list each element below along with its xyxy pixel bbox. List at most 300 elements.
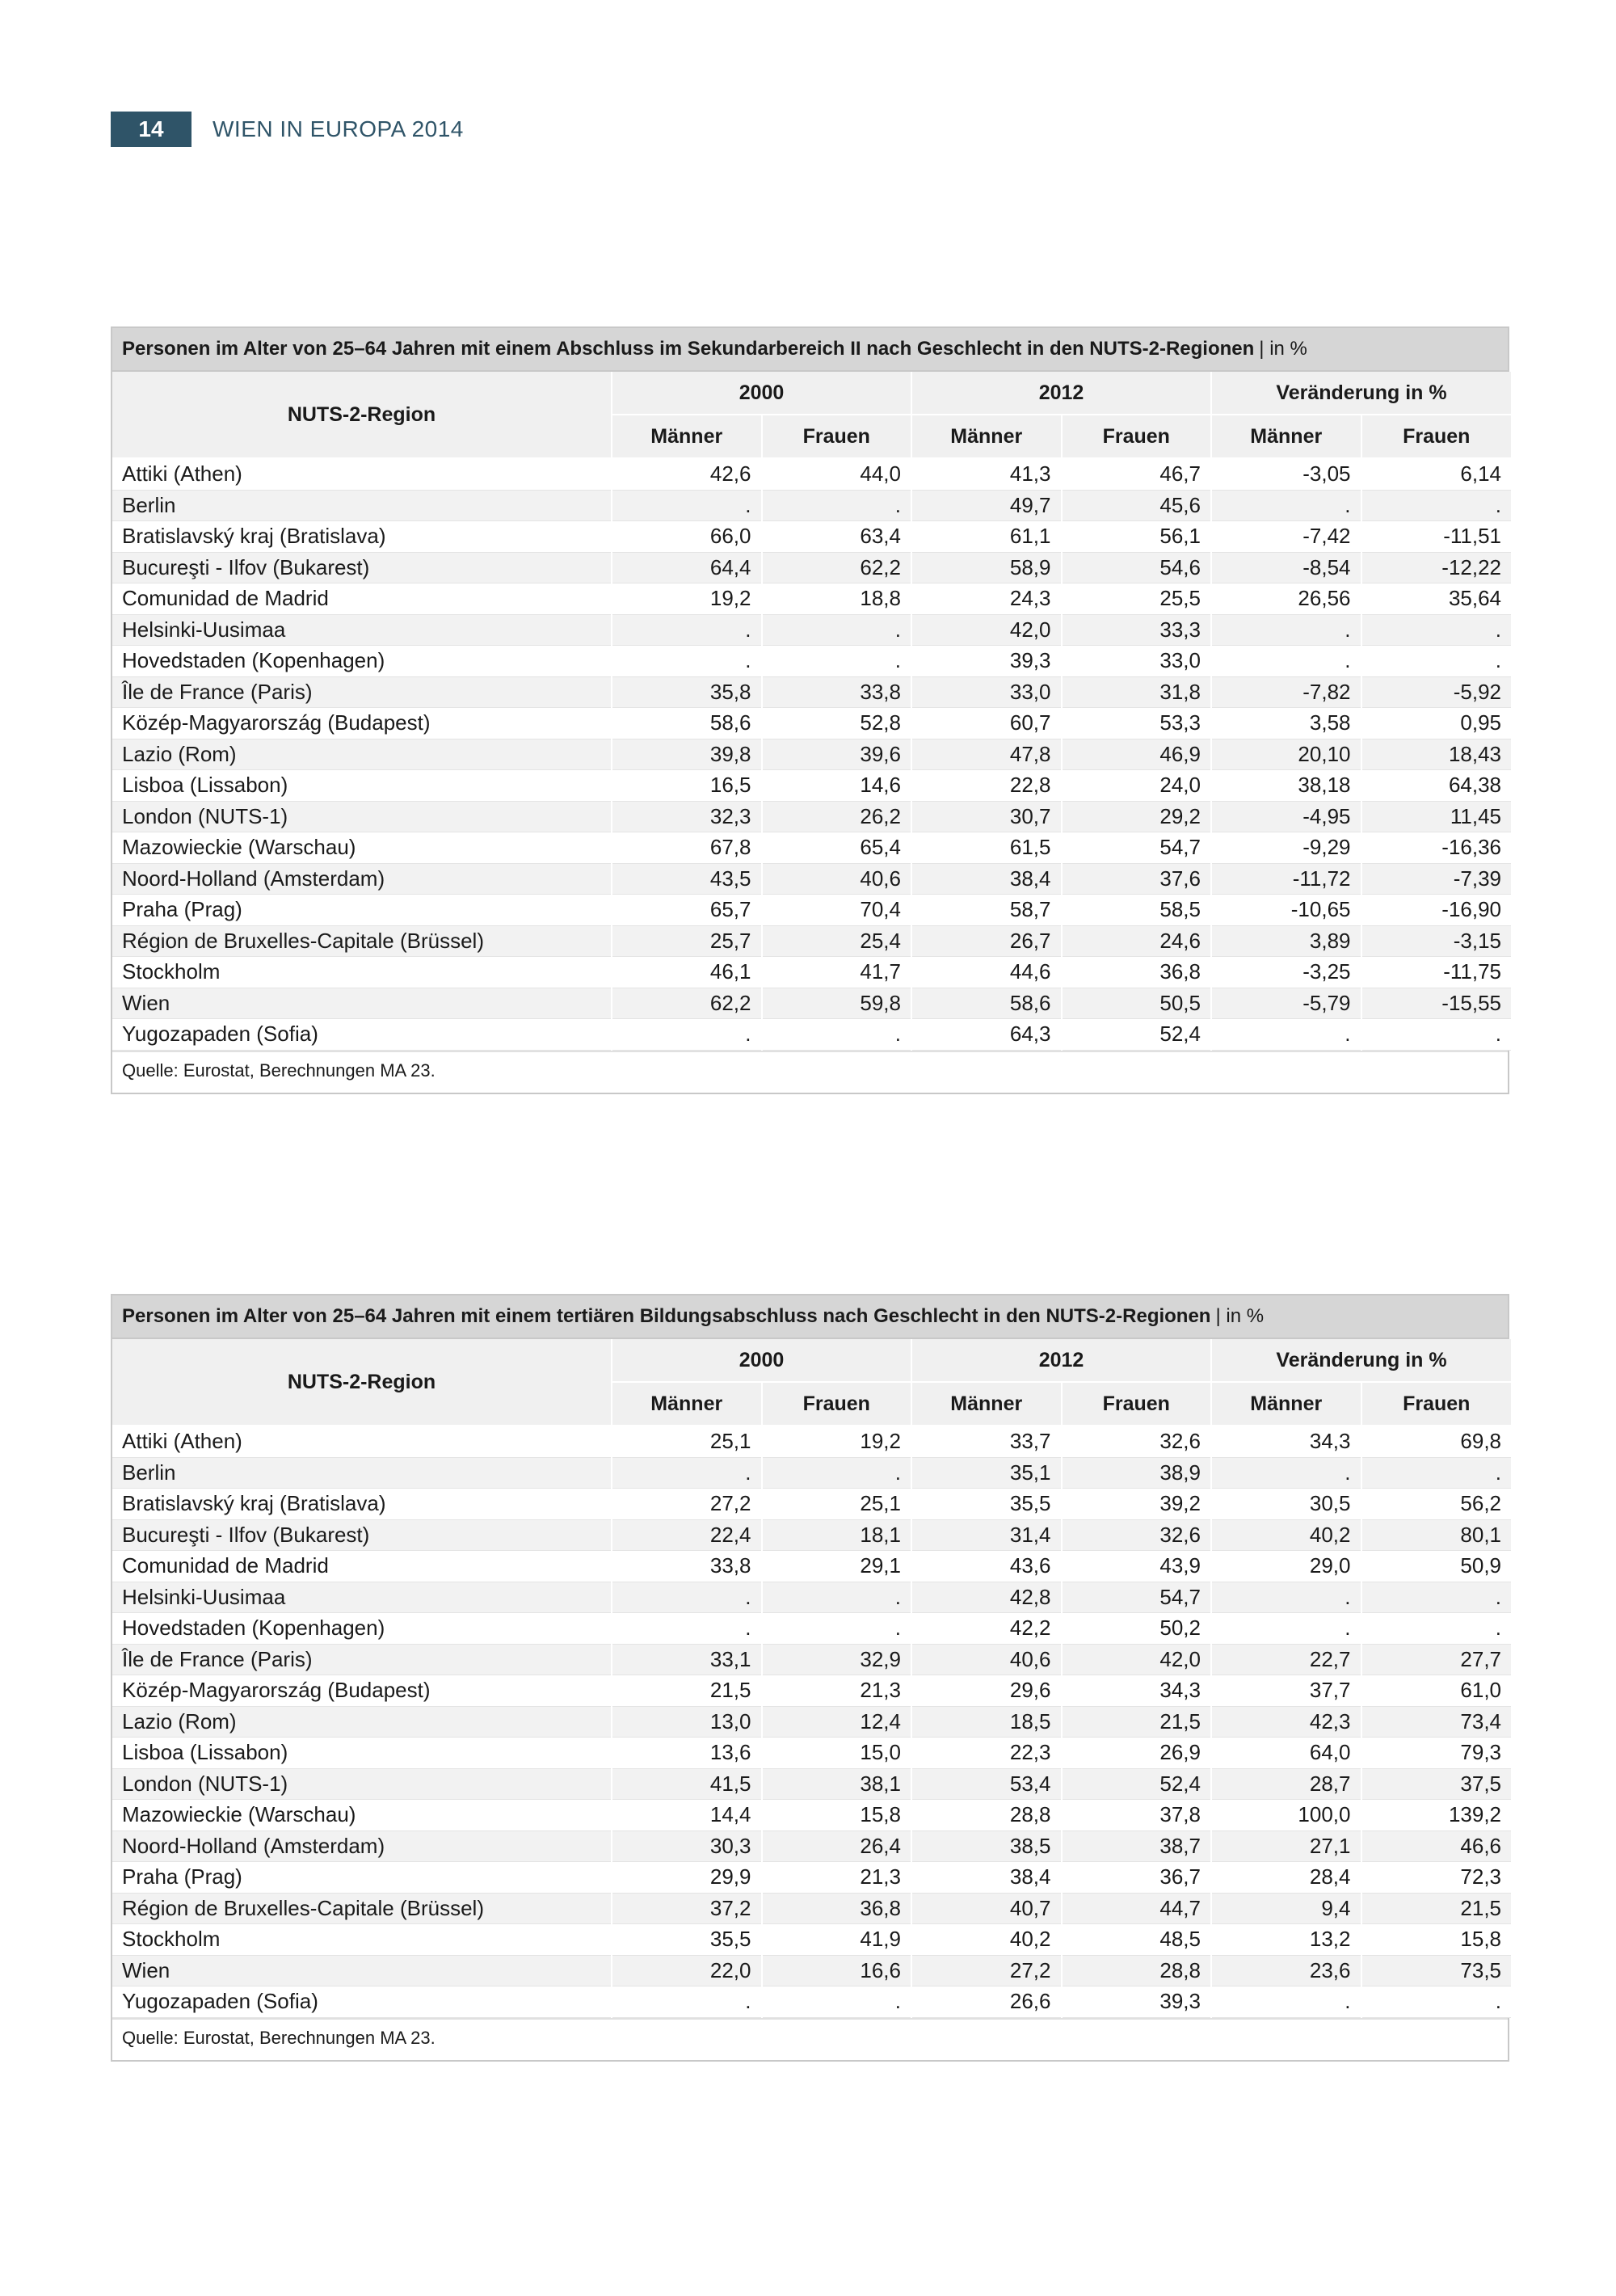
- value-cell: 32,3: [612, 801, 762, 832]
- value-cell: .: [612, 490, 762, 521]
- value-cell: .: [762, 1019, 912, 1051]
- value-cell: 23,6: [1211, 1955, 1361, 1986]
- table-row: [112, 1613, 1511, 1645]
- table-row: [112, 770, 1511, 802]
- value-cell: 22,3: [911, 1738, 1062, 1769]
- value-cell: .: [1361, 614, 1512, 646]
- region-cell: Wien: [112, 988, 612, 1019]
- region-cell: Lazio (Rom): [112, 739, 612, 770]
- value-cell: 32,6: [1062, 1426, 1212, 1457]
- value-cell: 30,5: [1211, 1489, 1361, 1520]
- column-subheader: Frauen: [1361, 1382, 1512, 1426]
- value-cell: 28,4: [1211, 1862, 1361, 1894]
- value-cell: .: [1211, 1019, 1361, 1051]
- value-cell: .: [1361, 1019, 1512, 1051]
- value-cell: .: [762, 1986, 912, 2018]
- value-cell: 33,3: [1062, 614, 1212, 646]
- value-cell: 24,3: [911, 583, 1062, 615]
- column-subheader: Männer: [1211, 1382, 1361, 1426]
- region-cell: Lisboa (Lissabon): [112, 1738, 612, 1769]
- value-cell: 46,7: [1062, 458, 1212, 490]
- value-cell: -5,92: [1361, 676, 1512, 708]
- region-cell: Közép-Magyarország (Budapest): [112, 708, 612, 739]
- value-cell: 53,4: [911, 1768, 1062, 1800]
- value-cell: 58,9: [911, 552, 1062, 583]
- value-cell: 3,58: [1211, 708, 1361, 739]
- value-cell: 18,43: [1361, 739, 1512, 770]
- value-cell: 40,7: [911, 1893, 1062, 1924]
- column-subheader: Männer: [612, 1382, 762, 1426]
- value-cell: 16,5: [612, 770, 762, 802]
- value-cell: -7,82: [1211, 676, 1361, 708]
- value-cell: 52,4: [1062, 1019, 1212, 1051]
- value-cell: 27,2: [612, 1489, 762, 1520]
- value-cell: 27,2: [911, 1955, 1062, 1986]
- value-cell: 11,45: [1361, 801, 1512, 832]
- table-row: [112, 739, 1511, 770]
- value-cell: 39,6: [762, 739, 912, 770]
- table-row: [112, 676, 1511, 708]
- value-cell: 13,0: [612, 1706, 762, 1738]
- value-cell: 16,6: [762, 1955, 912, 1986]
- value-cell: 38,4: [911, 863, 1062, 895]
- region-cell: Région de Bruxelles-Capitale (Brüssel): [112, 1893, 612, 1924]
- table-row: [112, 863, 1511, 895]
- value-cell: 6,14: [1361, 458, 1512, 490]
- column-subheader: Frauen: [1062, 1382, 1212, 1426]
- value-cell: 28,8: [911, 1800, 1062, 1831]
- value-cell: 37,8: [1062, 1800, 1212, 1831]
- table-row: [112, 708, 1511, 739]
- value-cell: 62,2: [762, 552, 912, 583]
- region-cell: Berlin: [112, 490, 612, 521]
- value-cell: 54,6: [1062, 552, 1212, 583]
- value-cell: 9,4: [1211, 1893, 1361, 1924]
- region-cell: Lisboa (Lissabon): [112, 770, 612, 802]
- value-cell: 38,18: [1211, 770, 1361, 802]
- page-number: 14: [111, 112, 191, 147]
- page-title: WIEN IN EUROPA 2014: [213, 116, 464, 141]
- value-cell: 53,3: [1062, 708, 1212, 739]
- column-group-header: 2012: [911, 1339, 1211, 1382]
- value-cell: 26,2: [762, 801, 912, 832]
- table-row: [112, 1924, 1511, 1956]
- column-group-header: 2000: [612, 372, 911, 415]
- table-row: [112, 1830, 1511, 1862]
- data-table: [112, 372, 1511, 1051]
- value-cell: 33,0: [911, 676, 1062, 708]
- value-cell: 62,2: [612, 988, 762, 1019]
- table-row: [112, 1706, 1511, 1738]
- value-cell: .: [762, 614, 912, 646]
- value-cell: 20,10: [1211, 739, 1361, 770]
- value-cell: 35,5: [911, 1489, 1062, 1520]
- value-cell: 72,3: [1361, 1862, 1512, 1894]
- value-cell: -7,39: [1361, 863, 1512, 895]
- value-cell: .: [1361, 490, 1512, 521]
- value-cell: 15,8: [762, 1800, 912, 1831]
- value-cell: 54,7: [1062, 832, 1212, 864]
- value-cell: 15,0: [762, 1738, 912, 1769]
- value-cell: -12,22: [1361, 552, 1512, 583]
- region-cell: Praha (Prag): [112, 1862, 612, 1894]
- value-cell: 13,6: [612, 1738, 762, 1769]
- column-subheader: Männer: [1211, 415, 1361, 458]
- value-cell: 65,7: [612, 895, 762, 926]
- table-row: [112, 1955, 1511, 1986]
- table-row: [112, 957, 1511, 988]
- value-cell: 40,2: [1211, 1519, 1361, 1551]
- value-cell: 34,3: [1062, 1675, 1212, 1707]
- region-cell: Comunidad de Madrid: [112, 1551, 612, 1582]
- value-cell: 66,0: [612, 521, 762, 553]
- value-cell: 43,9: [1062, 1551, 1212, 1582]
- source-note: Quelle: Eurostat, Berechnungen MA 23.: [112, 1051, 1508, 1093]
- table-row: [112, 1644, 1511, 1675]
- value-cell: 54,7: [1062, 1582, 1212, 1613]
- region-cell: Közép-Magyarország (Budapest): [112, 1675, 612, 1707]
- region-cell: London (NUTS-1): [112, 1768, 612, 1800]
- value-cell: 26,7: [911, 925, 1062, 957]
- value-cell: 43,6: [911, 1551, 1062, 1582]
- value-cell: 24,6: [1062, 925, 1212, 957]
- region-cell: Bratislavský kraj (Bratislava): [112, 521, 612, 553]
- table-row: [112, 988, 1511, 1019]
- value-cell: -9,29: [1211, 832, 1361, 864]
- region-cell: Comunidad de Madrid: [112, 583, 612, 615]
- region-cell: Île de France (Paris): [112, 1644, 612, 1675]
- table-row: [112, 1893, 1511, 1924]
- value-cell: 139,2: [1361, 1800, 1512, 1831]
- value-cell: 60,7: [911, 708, 1062, 739]
- value-cell: .: [1361, 1986, 1512, 2018]
- value-cell: .: [1211, 1613, 1361, 1645]
- value-cell: 65,4: [762, 832, 912, 864]
- value-cell: -7,42: [1211, 521, 1361, 553]
- value-cell: 37,5: [1361, 1768, 1512, 1800]
- value-cell: .: [612, 1613, 762, 1645]
- column-subheader: Männer: [911, 1382, 1062, 1426]
- value-cell: 100,0: [1211, 1800, 1361, 1831]
- value-cell: 67,8: [612, 832, 762, 864]
- value-cell: 36,8: [1062, 957, 1212, 988]
- value-cell: 69,8: [1361, 1426, 1512, 1457]
- value-cell: 21,3: [762, 1675, 912, 1707]
- value-cell: 32,9: [762, 1644, 912, 1675]
- value-cell: 58,6: [612, 708, 762, 739]
- value-cell: 42,6: [612, 458, 762, 490]
- region-cell: Région de Bruxelles-Capitale (Brüssel): [112, 925, 612, 957]
- value-cell: -11,75: [1361, 957, 1512, 988]
- value-cell: 37,2: [612, 1893, 762, 1924]
- value-cell: 21,3: [762, 1862, 912, 1894]
- value-cell: 33,0: [1062, 646, 1212, 677]
- value-cell: -3,05: [1211, 458, 1361, 490]
- region-cell: Yugozapaden (Sofia): [112, 1019, 612, 1051]
- table-row: [112, 1738, 1511, 1769]
- column-group-header: 2000: [612, 1339, 911, 1382]
- value-cell: .: [612, 1986, 762, 2018]
- value-cell: -8,54: [1211, 552, 1361, 583]
- region-cell: Yugozapaden (Sofia): [112, 1986, 612, 2018]
- value-cell: -3,15: [1361, 925, 1512, 957]
- value-cell: .: [762, 490, 912, 521]
- value-cell: .: [1211, 646, 1361, 677]
- value-cell: 50,9: [1361, 1551, 1512, 1582]
- column-group-header: 2012: [911, 372, 1211, 415]
- value-cell: 44,0: [762, 458, 912, 490]
- value-cell: 22,4: [612, 1519, 762, 1551]
- value-cell: 18,8: [762, 583, 912, 615]
- value-cell: 19,2: [762, 1426, 912, 1457]
- value-cell: 14,4: [612, 1800, 762, 1831]
- value-cell: 39,8: [612, 739, 762, 770]
- region-cell: Helsinki-Uusimaa: [112, 1582, 612, 1613]
- value-cell: 70,4: [762, 895, 912, 926]
- value-cell: -15,55: [1361, 988, 1512, 1019]
- column-group-header: Veränderung in %: [1211, 372, 1511, 415]
- value-cell: 40,6: [911, 1644, 1062, 1675]
- table-row: [112, 1986, 1511, 2018]
- value-cell: -3,25: [1211, 957, 1361, 988]
- value-cell: 36,7: [1062, 1862, 1212, 1894]
- table-row: [112, 1426, 1511, 1457]
- table-unit: | in %: [1215, 1305, 1265, 1327]
- value-cell: 22,8: [911, 770, 1062, 802]
- value-cell: 52,8: [762, 708, 912, 739]
- value-cell: .: [612, 1019, 762, 1051]
- value-cell: 33,8: [762, 676, 912, 708]
- value-cell: 61,0: [1361, 1675, 1512, 1707]
- value-cell: 46,9: [1062, 739, 1212, 770]
- value-cell: 41,5: [612, 1768, 762, 1800]
- value-cell: .: [762, 646, 912, 677]
- value-cell: .: [762, 1582, 912, 1613]
- table-title: [112, 1295, 1508, 1339]
- value-cell: .: [1211, 614, 1361, 646]
- table-title: [112, 328, 1508, 372]
- value-cell: .: [612, 646, 762, 677]
- value-cell: 44,6: [911, 957, 1062, 988]
- table-row: [112, 1675, 1511, 1707]
- value-cell: 27,1: [1211, 1830, 1361, 1862]
- value-cell: 21,5: [1062, 1706, 1212, 1738]
- value-cell: 33,1: [612, 1644, 762, 1675]
- value-cell: .: [612, 1582, 762, 1613]
- table-row: [112, 490, 1511, 521]
- value-cell: .: [1211, 1457, 1361, 1489]
- value-cell: 40,2: [911, 1924, 1062, 1956]
- region-cell: Hovedstaden (Kopenhagen): [112, 646, 612, 677]
- table-title-text: Personen im Alter von 25–64 Jahren mit einem Abschluss im Sekundarbereich II nach Geschlecht in den NUTS-2-Regionen: [122, 338, 1255, 360]
- column-subheader: Frauen: [1062, 415, 1212, 458]
- value-cell: 41,9: [762, 1924, 912, 1956]
- value-cell: 61,5: [911, 832, 1062, 864]
- value-cell: 35,1: [911, 1457, 1062, 1489]
- region-cell: Praha (Prag): [112, 895, 612, 926]
- value-cell: 24,0: [1062, 770, 1212, 802]
- value-cell: 61,1: [911, 521, 1062, 553]
- value-cell: 59,8: [762, 988, 912, 1019]
- value-cell: 13,2: [1211, 1924, 1361, 1956]
- value-cell: 42,8: [911, 1582, 1062, 1613]
- column-subheader: Frauen: [1361, 415, 1512, 458]
- page-header: [111, 112, 464, 147]
- value-cell: 22,0: [612, 1955, 762, 1986]
- value-cell: 64,4: [612, 552, 762, 583]
- table-row: [112, 1019, 1511, 1051]
- table-row: [112, 1519, 1511, 1551]
- value-cell: 30,3: [612, 1830, 762, 1862]
- value-cell: 43,5: [612, 863, 762, 895]
- value-cell: 46,6: [1361, 1830, 1512, 1862]
- value-cell: 50,5: [1062, 988, 1212, 1019]
- value-cell: 38,7: [1062, 1830, 1212, 1862]
- value-cell: .: [1211, 1986, 1361, 2018]
- value-cell: 36,8: [762, 1893, 912, 1924]
- region-cell: Île de France (Paris): [112, 676, 612, 708]
- value-cell: 38,5: [911, 1830, 1062, 1862]
- value-cell: 25,1: [612, 1426, 762, 1457]
- value-cell: 19,2: [612, 583, 762, 615]
- value-cell: 15,8: [1361, 1924, 1512, 1956]
- value-cell: 46,1: [612, 957, 762, 988]
- value-cell: 18,1: [762, 1519, 912, 1551]
- value-cell: 49,7: [911, 490, 1062, 521]
- value-cell: 35,5: [612, 1924, 762, 1956]
- region-cell: Bratislavský kraj (Bratislava): [112, 1489, 612, 1520]
- value-cell: 30,7: [911, 801, 1062, 832]
- value-cell: 12,4: [762, 1706, 912, 1738]
- value-cell: 64,38: [1361, 770, 1512, 802]
- value-cell: 37,7: [1211, 1675, 1361, 1707]
- table-title-text: Personen im Alter von 25–64 Jahren mit einem tertiären Bildungsabschluss nach Geschlecht in den NUTS-2-Regionen: [122, 1305, 1211, 1327]
- column-subheader: Frauen: [762, 415, 912, 458]
- value-cell: 73,4: [1361, 1706, 1512, 1738]
- value-cell: .: [1361, 1613, 1512, 1645]
- value-cell: 42,2: [911, 1613, 1062, 1645]
- region-cell: Berlin: [112, 1457, 612, 1489]
- value-cell: 26,4: [762, 1830, 912, 1862]
- source-note: Quelle: Eurostat, Berechnungen MA 23.: [112, 2018, 1508, 2060]
- value-cell: .: [612, 1457, 762, 1489]
- table-row: [112, 1457, 1511, 1489]
- value-cell: 29,2: [1062, 801, 1212, 832]
- value-cell: -10,65: [1211, 895, 1361, 926]
- column-group-header: Veränderung in %: [1211, 1339, 1511, 1382]
- value-cell: 35,64: [1361, 583, 1512, 615]
- value-cell: 38,4: [911, 1862, 1062, 1894]
- table-row: [112, 1800, 1511, 1831]
- value-cell: 47,8: [911, 739, 1062, 770]
- value-cell: 64,3: [911, 1019, 1062, 1051]
- value-cell: 29,6: [911, 1675, 1062, 1707]
- region-cell: Attiki (Athen): [112, 458, 612, 490]
- table-unit: | in %: [1259, 338, 1307, 360]
- value-cell: 56,2: [1361, 1489, 1512, 1520]
- value-cell: .: [1361, 1457, 1512, 1489]
- value-cell: 25,1: [762, 1489, 912, 1520]
- table-row: [112, 1768, 1511, 1800]
- value-cell: 33,8: [612, 1551, 762, 1582]
- value-cell: -16,90: [1361, 895, 1512, 926]
- region-cell: Lazio (Rom): [112, 1706, 612, 1738]
- value-cell: 42,3: [1211, 1706, 1361, 1738]
- value-cell: .: [762, 1613, 912, 1645]
- region-cell: Noord-Holland (Amsterdam): [112, 1830, 612, 1862]
- table-row: [112, 552, 1511, 583]
- value-cell: -11,51: [1361, 521, 1512, 553]
- value-cell: 28,8: [1062, 1955, 1212, 1986]
- value-cell: 32,6: [1062, 1519, 1212, 1551]
- value-cell: -11,72: [1211, 863, 1361, 895]
- value-cell: 27,7: [1361, 1644, 1512, 1675]
- value-cell: 25,5: [1062, 583, 1212, 615]
- value-cell: 31,4: [911, 1519, 1062, 1551]
- column-subheader: Männer: [612, 415, 762, 458]
- value-cell: 38,1: [762, 1768, 912, 1800]
- value-cell: .: [762, 1457, 912, 1489]
- value-cell: 79,3: [1361, 1738, 1512, 1769]
- region-cell: Stockholm: [112, 957, 612, 988]
- value-cell: .: [1211, 490, 1361, 521]
- column-subheader: Frauen: [762, 1382, 912, 1426]
- region-cell: Mazowieckie (Warschau): [112, 832, 612, 864]
- value-cell: 42,0: [1062, 1644, 1212, 1675]
- column-subheader: Männer: [911, 415, 1062, 458]
- value-cell: 39,2: [1062, 1489, 1212, 1520]
- value-cell: 42,0: [911, 614, 1062, 646]
- region-cell: Hovedstaden (Kopenhagen): [112, 1613, 612, 1645]
- table-row: [112, 801, 1511, 832]
- region-cell: London (NUTS-1): [112, 801, 612, 832]
- value-cell: 3,89: [1211, 925, 1361, 957]
- column-header-region: NUTS-2-Region: [112, 1339, 612, 1426]
- value-cell: 80,1: [1361, 1519, 1512, 1551]
- value-cell: 45,6: [1062, 490, 1212, 521]
- data-table: [112, 1339, 1511, 2018]
- region-cell: Wien: [112, 1955, 612, 1986]
- value-cell: 39,3: [911, 646, 1062, 677]
- value-cell: 34,3: [1211, 1426, 1361, 1457]
- value-cell: 0,95: [1361, 708, 1512, 739]
- value-cell: 29,1: [762, 1551, 912, 1582]
- region-cell: Bucureşti - Ilfov (Bukarest): [112, 552, 612, 583]
- table-row: [112, 583, 1511, 615]
- value-cell: 18,5: [911, 1706, 1062, 1738]
- value-cell: 29,9: [612, 1862, 762, 1894]
- table-row: [112, 925, 1511, 957]
- value-cell: 25,7: [612, 925, 762, 957]
- value-cell: 26,56: [1211, 583, 1361, 615]
- value-cell: .: [1361, 646, 1512, 677]
- region-cell: Helsinki-Uusimaa: [112, 614, 612, 646]
- value-cell: 58,7: [911, 895, 1062, 926]
- value-cell: 22,7: [1211, 1644, 1361, 1675]
- value-cell: 58,6: [911, 988, 1062, 1019]
- table-row: [112, 1582, 1511, 1613]
- table-row: [112, 521, 1511, 553]
- value-cell: .: [1211, 1582, 1361, 1613]
- region-cell: Mazowieckie (Warschau): [112, 1800, 612, 1831]
- value-cell: 33,7: [911, 1426, 1062, 1457]
- value-cell: 41,3: [911, 458, 1062, 490]
- value-cell: 35,8: [612, 676, 762, 708]
- value-cell: 21,5: [612, 1675, 762, 1707]
- value-cell: 56,1: [1062, 521, 1212, 553]
- region-cell: Noord-Holland (Amsterdam): [112, 863, 612, 895]
- region-cell: Bucureşti - Ilfov (Bukarest): [112, 1519, 612, 1551]
